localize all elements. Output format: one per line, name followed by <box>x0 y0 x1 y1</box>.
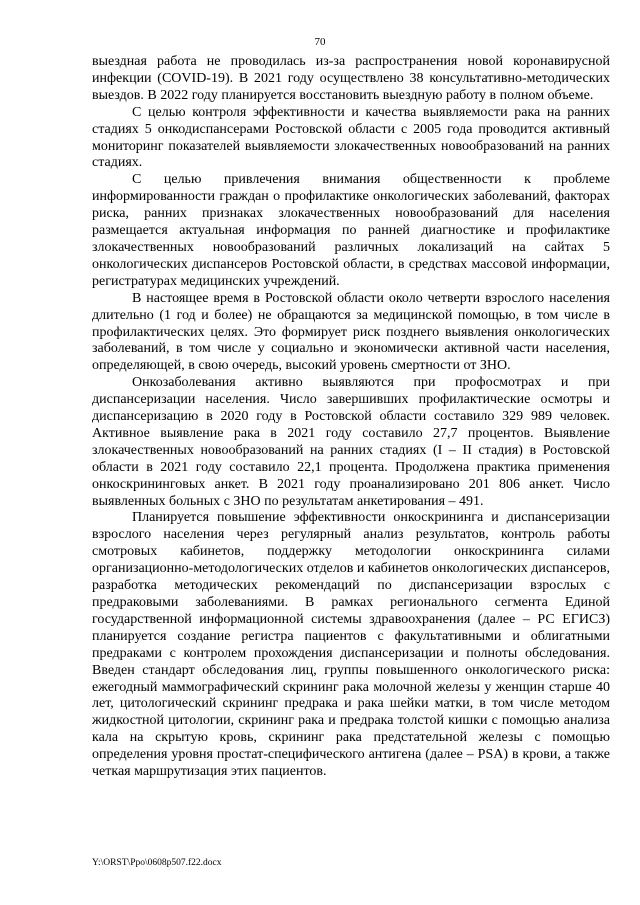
page-number: 70 <box>314 36 326 48</box>
paragraph-late-detection-risk: В настоящее время в Ростовской области около четверти взрослого населения длительно (1 год и более) не обращаются за медицинской помощью, в том числе в профилактических целях. Это формирует риск позднего выявления онкологических заболеваний, в том числе у социально и экономически активной части населения, определяющей, в свою очередь, высокий уровень смертности от ЗНО. <box>92 290 610 374</box>
paragraph-screening-results: Онкозаболевания активно выявляются при профосмотрах и при диспансеризации населения. Число завершивших профилактические осмотры и диспансеризацию в 2020 году в Ростовской области составило 329 989 человек. Активное выявление рака в 2021 году составило 27,7 процентов. Выявление злокачественных новообразований на ранних стадиях (I – II стадия) в Ростовской области в 2021 году составило 22,1 процента. Продолжена практика применения онкоскрининговых анкет. В 2021 году проанализировано 201 806 анкет. Число выявленных больных с ЗНО по результатам анкетирования – 491. <box>92 375 610 509</box>
document-body <box>92 54 610 781</box>
paragraph-early-stage-monitoring: С целью контроля эффективности и качества выявляемости рака на ранних стадиях 5 онкодиспансерами Ростовской области с 2005 года проводится активный мониторинг показателей выявляемости злокачественных новообразований на ранних стадиях. <box>92 104 610 171</box>
paragraph-public-awareness: С целью привлечения внимания общественности к проблеме информированности граждан о профилактике онкологических заболеваний, факторах риска, ранних признаках злокачественных новообразований для населения размещается актуальная информация по ранней диагностике и профилактике злокачественных новообразований различных локализаций на сайтах 5 онкологических диспансеров Ростовской области, в средствах массовой информации, регистратурах медицинских учреждений. <box>92 172 610 289</box>
paragraph-screening-plans: Планируется повышение эффективности онкоскрининга и диспансеризации взрослого населения через регулярный анализ результатов, контроль работы смотровых кабинетов, поддержку методологии онкоскрининга силами организационно-методологических отделов и кабинетов онкологических диспансеров, разработка методических рекомендаций по диспансеризации взрослых с предраковыми заболеваниями. В рамках регионального сегмента Единой государственной информационной системы здравоохранения (далее – РС ЕГИСЗ) планируется создание регистра пациентов с факультативными и облигатными предраками с контролем прохождения диспансеризации и полноты обследования. Введен стандарт обследования лиц, группы повышенного онкологического риска: ежегодный маммографический скрининг рака молочной железы у женщин старше 40 лет, цитологический скрининг предрака и рака шейки матки, в том числе методом жидкостной цитологии, скрининг рака и предрака толстой кишки с помощью анализа кала на скрытую кровь, скрининг рака предстательной железы с помощью определения уровня простат-специфического антигена (далее – PSA) в крови, а также четкая маршрутизация этих пациентов. <box>92 510 610 780</box>
footer-file-path: Y:\ORST\Ppo\0608p507.f22.docx <box>92 858 222 868</box>
paragraph-covid-outreach: выездная работа не проводилась из-за распространения новой коронавирусной инфекции (COVID-19). В 2021 году осуществлено 38 консультативно-методических выездов. В 2022 году планируется восстановить выездную работу в полном объеме. <box>92 54 610 103</box>
